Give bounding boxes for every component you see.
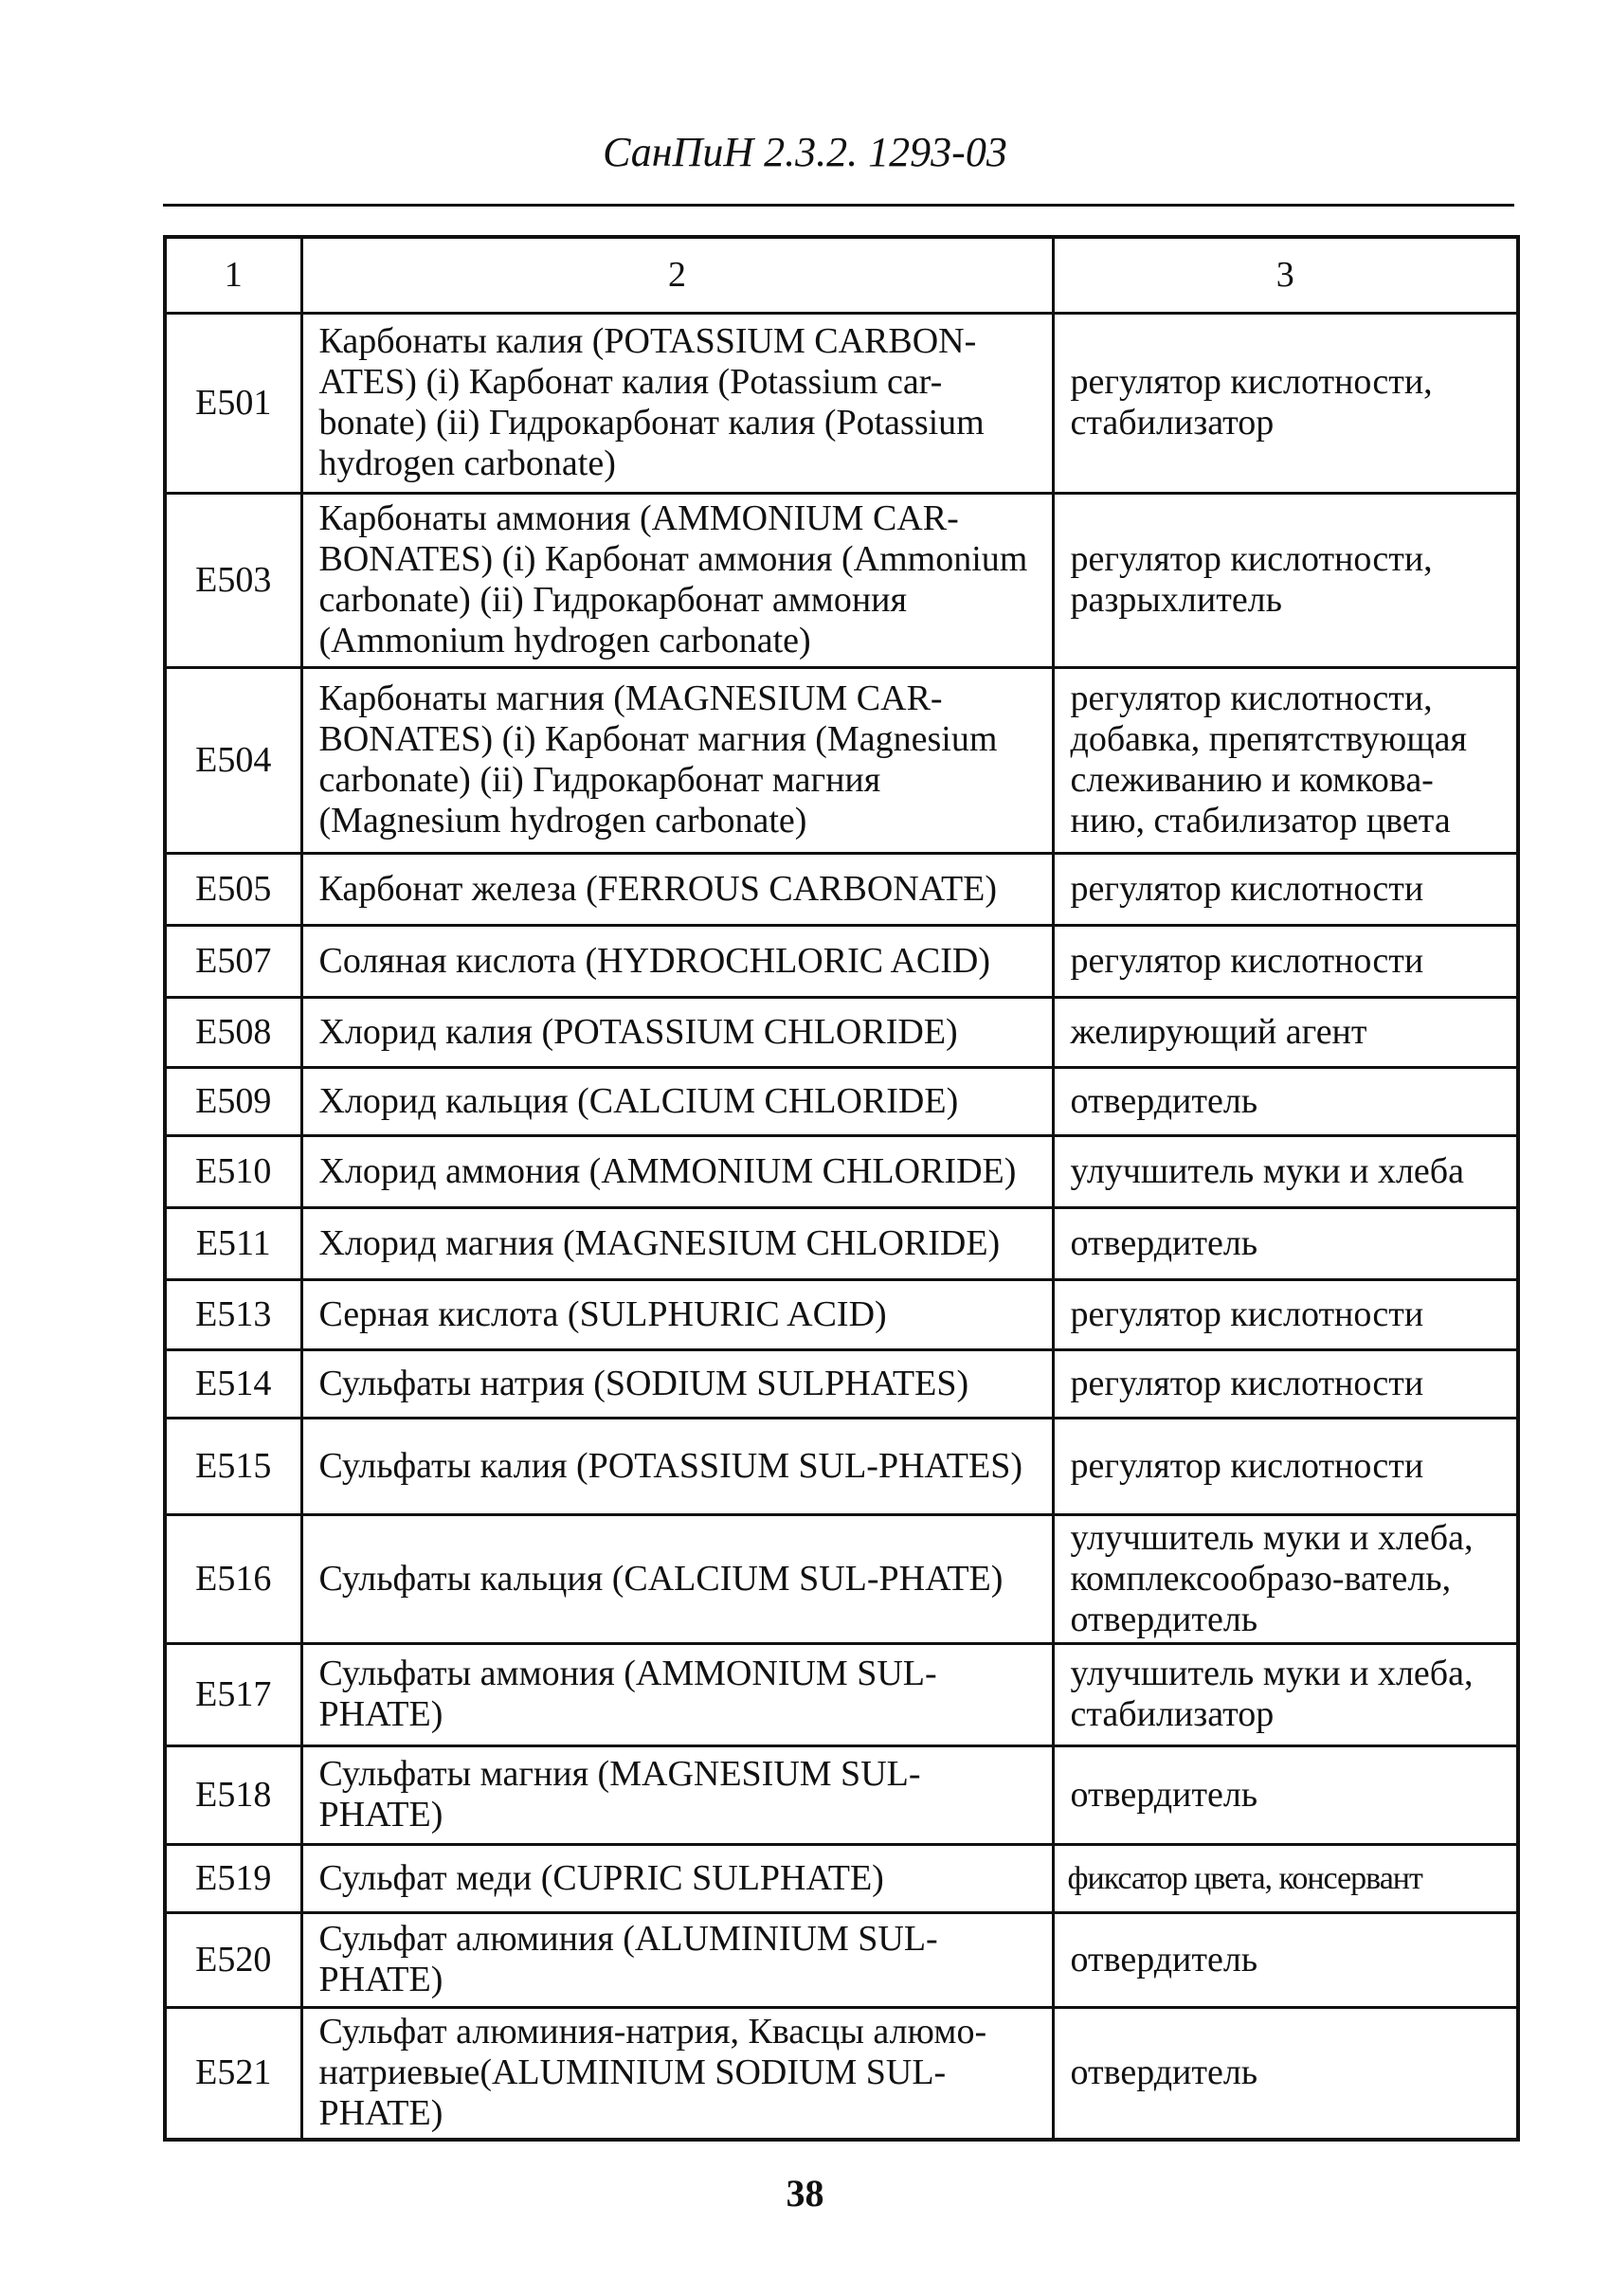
additive-code: E510 [165, 1135, 301, 1207]
additive-code: E517 [165, 1643, 301, 1745]
table-row [165, 1279, 1518, 1349]
additive-code: E501 [165, 313, 301, 493]
additive-function: регулятор кислотности [1053, 1418, 1518, 1514]
additive-function: регулятор кислотности [1053, 1349, 1518, 1418]
additive-name: Карбонаты аммония (AMMONIUM CAR-BONATES) (i) Карбонат аммония (Ammonium carbonate) (ii) Гидрокарбонат аммония (Ammonium hydrogen carbonate) [301, 493, 1053, 667]
table-header-row [165, 237, 1518, 313]
additive-name: Сульфаты натрия (SODIUM SULPHATES) [301, 1349, 1053, 1418]
column-number-header: 1 [165, 237, 301, 313]
additive-function: отвердитель [1053, 1912, 1518, 2007]
table-row [165, 1514, 1518, 1643]
additive-code: E518 [165, 1745, 301, 1844]
table-row [165, 1207, 1518, 1279]
additive-name: Сульфаты магния (MAGNESIUM SUL-PHATE) [301, 1745, 1053, 1844]
table-row [165, 1418, 1518, 1514]
running-header: СанПиН 2.3.2. 1293-03 [603, 129, 1007, 175]
additive-function: регулятор кислотности, разрыхлитель [1053, 493, 1518, 667]
table-row [165, 667, 1518, 853]
additive-name: Сульфаты калия (POTASSIUM SUL-PHATES) [301, 1418, 1053, 1514]
additive-code: E509 [165, 1067, 301, 1135]
additive-function: улучшитель муки и хлеба, комплексообразо-ватель, отвердитель [1053, 1514, 1518, 1643]
table-row [165, 1643, 1518, 1745]
page-number: 38 [786, 2172, 824, 2215]
additive-name: Карбонат железа (FERROUS CARBONATE) [301, 853, 1053, 925]
additive-code: E515 [165, 1418, 301, 1514]
additive-name: Хлорид магния (MAGNESIUM CHLORIDE) [301, 1207, 1053, 1279]
additive-name: Сульфат меди (CUPRIC SULPHATE) [301, 1844, 1053, 1912]
additive-name: Сульфат алюминия (ALUMINIUM SUL-PHATE) [301, 1912, 1053, 2007]
additive-function: регулятор кислотности, стабилизатор [1053, 313, 1518, 493]
additive-name: Карбонаты магния (MAGNESIUM CAR-BONATES) (i) Карбонат магния (Magnesium carbonate) (ii) Гидрокарбонат магния (Magnesium hydrogen carbonate) [301, 667, 1053, 853]
additive-name: Сульфат алюминия-натрия, Квасцы алюмо-натриевые(ALUMINIUM SODIUM SUL-PHATE) [301, 2007, 1053, 2140]
additive-function: отвердитель [1053, 1207, 1518, 1279]
additive-function: отвердитель [1053, 1745, 1518, 1844]
table-row [165, 1067, 1518, 1135]
additive-code: E508 [165, 997, 301, 1067]
additive-function: желирующий агент [1053, 997, 1518, 1067]
additive-name: Хлорид аммония (AMMONIUM CHLORIDE) [301, 1135, 1053, 1207]
additive-code: E516 [165, 1514, 301, 1643]
table-row [165, 313, 1518, 493]
additive-function: регулятор кислотности [1053, 1279, 1518, 1349]
table-row [165, 997, 1518, 1067]
additive-name: Хлорид калия (POTASSIUM CHLORIDE) [301, 997, 1053, 1067]
additive-name: Сульфаты кальция (CALCIUM SUL-PHATE) [301, 1514, 1053, 1643]
additive-code: E511 [165, 1207, 301, 1279]
table-row [165, 1745, 1518, 1844]
column-number-header: 3 [1053, 237, 1518, 313]
table-row [165, 925, 1518, 997]
additive-function: регулятор кислотности [1053, 853, 1518, 925]
additive-function: отвердитель [1053, 1067, 1518, 1135]
table-row [165, 1912, 1518, 2007]
additive-code: E514 [165, 1349, 301, 1418]
table-row [165, 493, 1518, 667]
additive-function: регулятор кислотности, добавка, препятствующая слеживанию и комкова-нию, стабилизатор цвета [1053, 667, 1518, 853]
additives-table [163, 235, 1520, 2142]
additive-function: улучшитель муки и хлеба, стабилизатор [1053, 1643, 1518, 1745]
additive-function: отвердитель [1053, 2007, 1518, 2140]
additive-function: регулятор кислотности [1053, 925, 1518, 997]
table-row [165, 1135, 1518, 1207]
additive-code: E505 [165, 853, 301, 925]
table-row [165, 853, 1518, 925]
additive-code: E503 [165, 493, 301, 667]
additive-code: E504 [165, 667, 301, 853]
additive-code: E521 [165, 2007, 301, 2140]
additive-function: улучшитель муки и хлеба [1053, 1135, 1518, 1207]
table-row [165, 1844, 1518, 1912]
column-number-header: 2 [301, 237, 1053, 313]
additive-code: E507 [165, 925, 301, 997]
additive-code: E513 [165, 1279, 301, 1349]
additive-function: фиксатор цвета, консервант [1053, 1844, 1518, 1912]
additive-name: Хлорид кальция (CALCIUM CHLORIDE) [301, 1067, 1053, 1135]
header-rule [163, 204, 1514, 207]
additive-code: E520 [165, 1912, 301, 2007]
additive-code: E519 [165, 1844, 301, 1912]
table-row [165, 2007, 1518, 2140]
additive-name: Карбонаты калия (POTASSIUM CARBON-ATES) (i) Карбонат калия (Potassium car-bonate) (ii) Гидрокарбонат калия (Potassium hydrogen carbonate) [301, 313, 1053, 493]
table-row [165, 1349, 1518, 1418]
additive-name: Соляная кислота (HYDROCHLORIC ACID) [301, 925, 1053, 997]
additive-name: Сульфаты аммония (AMMONIUM SUL-PHATE) [301, 1643, 1053, 1745]
additive-name: Серная кислота (SULPHURIC ACID) [301, 1279, 1053, 1349]
